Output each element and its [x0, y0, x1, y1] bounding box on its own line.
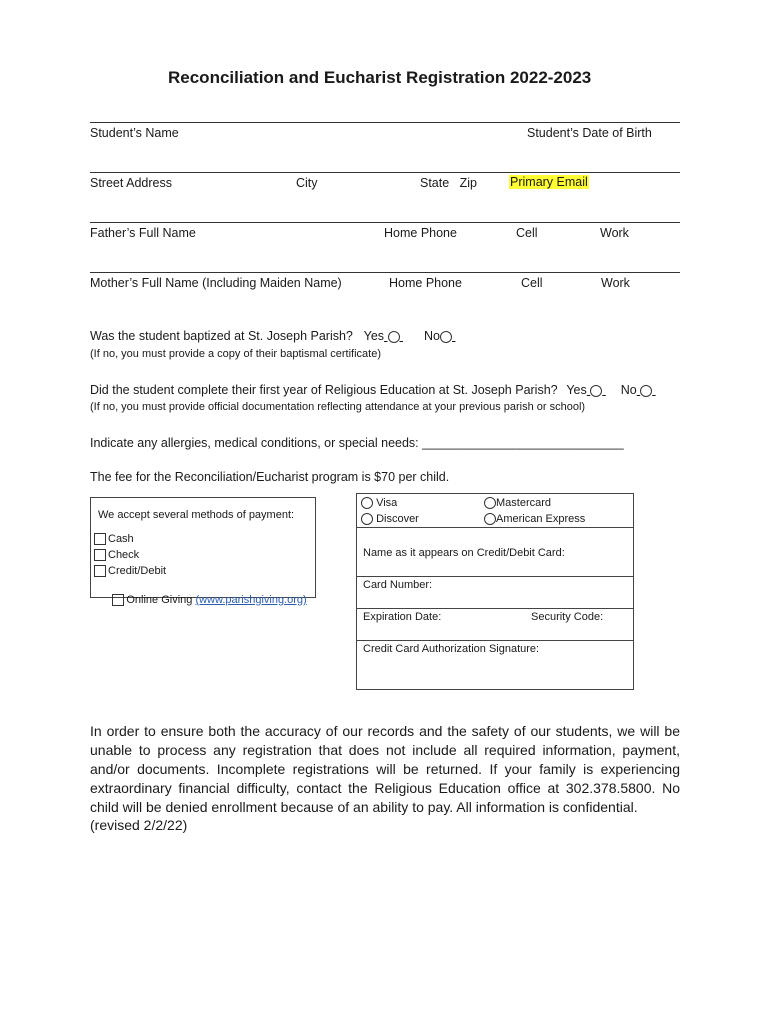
student-name-field[interactable]: Student’s Name [90, 126, 179, 140]
card-type-amex[interactable] [484, 513, 585, 525]
card-number-field[interactable]: Card Number: [363, 579, 433, 591]
mastercard-label: Mastercard [496, 497, 552, 509]
baptism-question-text: Was the student baptized at St. Joseph Parish? [90, 329, 353, 343]
divider [90, 272, 680, 273]
relig-ed-yes-blank [587, 383, 606, 397]
expiration-date-field[interactable]: Expiration Date: [363, 611, 442, 623]
father-work-field[interactable]: Work [600, 226, 629, 240]
payment-methods-box [90, 497, 316, 606]
relig-ed-no-label: No [620, 383, 637, 397]
mother-cell-field[interactable]: Cell [521, 276, 543, 290]
form-title: Reconciliation and Eucharist Registration 2022-2023 [168, 68, 592, 87]
online-giving-label: Online Giving [126, 594, 196, 606]
amex-label: American Express [496, 513, 586, 525]
revised-date: (revised 2/2/22) [90, 817, 188, 833]
card-type-visa[interactable] [361, 497, 397, 509]
visa-label: Visa [376, 497, 398, 509]
security-code-field[interactable]: Security Code: [531, 611, 604, 623]
discover-label: Discover [376, 513, 419, 525]
cash-label: Cash [108, 533, 134, 545]
mother-home-phone-field[interactable]: Home Phone [389, 276, 462, 290]
relig-ed-no-radio[interactable] [640, 385, 652, 397]
primary-email-field[interactable]: Primary Email [510, 175, 588, 189]
payment-methods-heading: We accept several methods of payment: [98, 509, 295, 521]
father-home-phone-field[interactable]: Home Phone [384, 226, 457, 240]
divider [90, 122, 680, 123]
mother-name-field[interactable]: Mother’s Full Name (Including Maiden Name) [90, 276, 342, 290]
credit-debit-label: Credit/Debit [108, 565, 167, 577]
father-cell-field[interactable]: Cell [516, 226, 538, 240]
divider [90, 172, 680, 173]
visa-radio[interactable] [361, 497, 373, 509]
payment-option-cash[interactable] [94, 533, 134, 545]
baptism-yes-blank [384, 329, 403, 343]
fee-statement: The fee for the Reconciliation/Eucharist program is $70 per child. [90, 470, 450, 484]
street-address-field[interactable]: Street Address [90, 176, 172, 190]
card-type-mastercard[interactable] [484, 497, 551, 509]
payment-option-check[interactable] [94, 549, 139, 561]
state-zip-field[interactable]: State Zip [420, 176, 477, 190]
policy-paragraph: In order to ensure both the accuracy of our records and the safety of our students, we will be unable to process any registration that does not include all required information, payment, and/or documents. Incomplete registrations will be returned. If your family is experiencing extraordinary financial difficulty, contact the Religious Education office at 302.378.5800. No child will be denied enrollment because of an ability to pay. All information is confidential. [90, 723, 680, 815]
divider [357, 608, 633, 609]
check-label: Check [108, 549, 140, 561]
payment-option-online[interactable] [94, 582, 307, 618]
father-name-field[interactable]: Father’s Full Name [90, 226, 196, 240]
baptism-no-blank [440, 329, 455, 343]
relig-ed-yes-label: Yes [566, 383, 587, 397]
relig-ed-question-text: Did the student complete their first year of Religious Education at St. Joseph Parish? [90, 383, 558, 397]
city-field[interactable]: City [296, 176, 318, 190]
check-checkbox[interactable] [94, 549, 106, 561]
card-name-field[interactable]: Name as it appears on Credit/Debit Card: [363, 547, 565, 559]
parishgiving-link[interactable]: (www.parishgiving.org) [195, 594, 307, 606]
payment-option-credit-debit[interactable] [94, 565, 166, 577]
cash-checkbox[interactable] [94, 533, 106, 545]
authorization-signature-field[interactable]: Credit Card Authorization Signature: [363, 643, 540, 655]
discover-radio[interactable] [361, 513, 373, 525]
divider [90, 222, 680, 223]
relig-ed-no-blank [637, 383, 656, 397]
baptism-no-radio[interactable] [440, 331, 452, 343]
mother-work-field[interactable]: Work [601, 276, 630, 290]
baptism-yes-label: Yes [363, 329, 385, 343]
allergies-field[interactable]: Indicate any allergies, medical conditions, or special needs: _____________________________ [90, 436, 624, 450]
baptism-no-label: No [423, 329, 440, 343]
baptism-question [90, 329, 455, 343]
amex-radio[interactable] [484, 513, 496, 525]
baptism-yes-radio[interactable] [388, 331, 400, 343]
credit-debit-checkbox[interactable] [94, 565, 106, 577]
relig-ed-question [90, 383, 656, 397]
relig-ed-yes-radio[interactable] [590, 385, 602, 397]
divider [357, 527, 633, 528]
baptism-note: (If no, you must provide a copy of their baptismal certificate) [90, 348, 382, 360]
card-type-discover[interactable] [361, 513, 419, 525]
online-giving-checkbox[interactable] [112, 594, 124, 606]
relig-ed-note: (If no, you must provide official documentation reflecting attendance at your previous parish or school) [90, 401, 586, 413]
credit-card-box [356, 493, 634, 690]
divider [357, 576, 633, 577]
mastercard-radio[interactable] [484, 497, 496, 509]
student-dob-field[interactable]: Student’s Date of Birth [527, 126, 652, 140]
divider [357, 640, 633, 641]
